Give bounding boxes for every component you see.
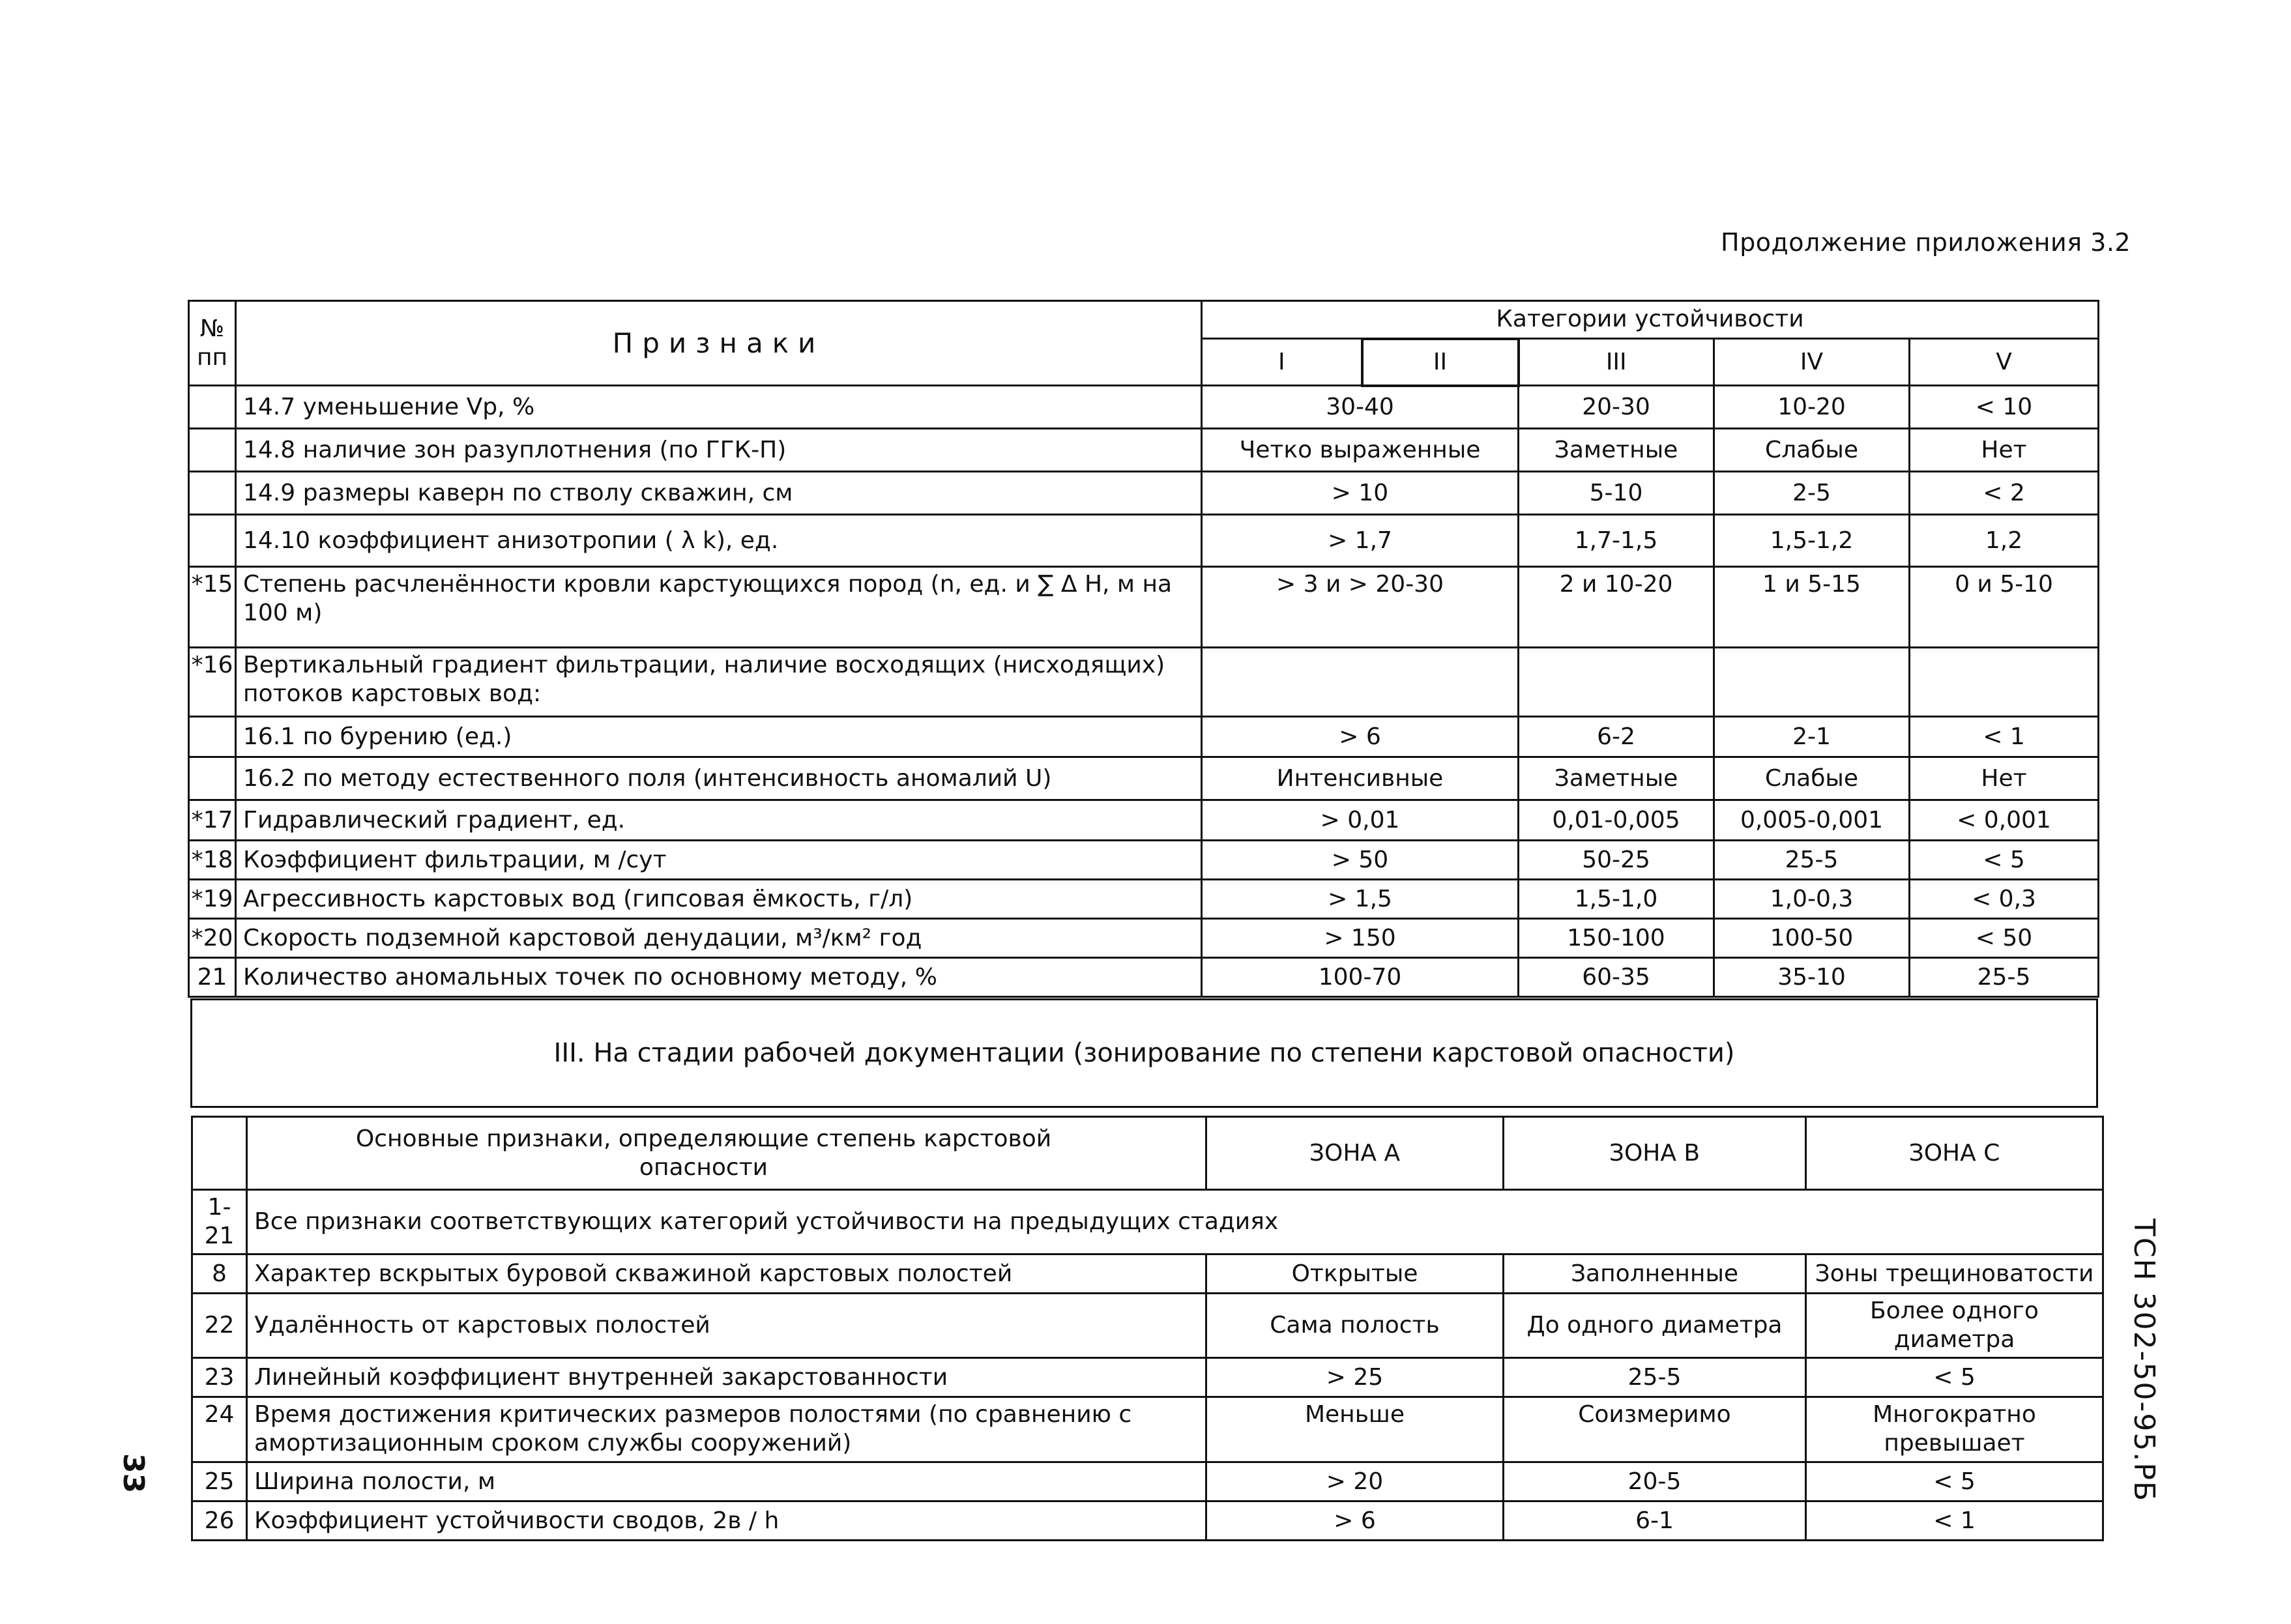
zone-a-value: > 20 [1206,1462,1504,1501]
section-3-title [190,998,2098,1108]
category-5-value: < 2 [1910,472,2099,515]
table-row [189,880,2099,919]
zone-c-value: < 5 [1806,1358,2103,1397]
row-label: Вертикальный градиент фильтрации, наличие восходящих (нисходящих) потоков карстовых вод: [236,648,1202,717]
category-1-2-value: 30-40 [1202,386,1519,429]
row-number: 24 [192,1397,247,1462]
row-label: Агрессивность карстовых вод (гипсовая ёмкость, г/л) [236,880,1202,919]
zone-c-value: < 5 [1806,1462,2103,1501]
row-number [189,472,236,515]
category-1-2-value: > 1,5 [1202,880,1519,919]
category-4-value: 1,0-0,3 [1714,880,1910,919]
row-number [189,429,236,472]
zone-c-value: Многократно превышает [1806,1397,2103,1462]
row-label: Коэффициент фильтрации, м /сут [236,841,1202,880]
category-3-value: 2 и 10-20 [1519,567,1714,648]
category-1-2-value: > 6 [1202,717,1519,757]
category-1-2-value: > 150 [1202,919,1519,958]
row-number: *15 [189,567,236,648]
zone-a-value: Меньше [1206,1397,1504,1462]
row-label: Удалённость от карстовых полостей [247,1294,1206,1358]
category-3-value: 20-30 [1519,386,1714,429]
row-label: Скорость подземной карстовой денудации, м³/км² год [236,919,1202,958]
all-row-number: 1-21 [192,1190,247,1254]
table-row [189,800,2099,841]
category-4-value: Слабые [1714,429,1910,472]
category-5-value: 0 и 5-10 [1910,567,2099,648]
zone-c-header: ЗОНА С [1806,1117,2103,1190]
table-row [189,919,2099,958]
category-2: II [1362,339,1519,386]
row-number: 22 [192,1294,247,1358]
row-label: Гидравлический градиент, ед. [236,800,1202,841]
zone-c-value: Зоны трещиноватости [1806,1254,2103,1294]
table-row [192,1462,2103,1501]
category-4-value: Слабые [1714,757,1910,800]
row-number: 26 [192,1501,247,1541]
header-main-signs: Основные признаки, определяющие степень карстовой опасности [247,1117,1206,1190]
category-3-value: Заметные [1519,757,1714,800]
category-5-value: < 0,3 [1910,880,2099,919]
category-4-value: 25-5 [1714,841,1910,880]
category-1-2-value: Интенсивные [1202,757,1519,800]
category-5-value [1910,648,2099,717]
category-3-value: 150-100 [1519,919,1714,958]
category-4: IV [1714,339,1910,386]
category-5-value: < 50 [1910,919,2099,958]
category-3-value: 6-2 [1519,717,1714,757]
row-number [189,757,236,800]
table-row [189,958,2099,997]
row-label: Время достижения критических размеров полостями (по сравнению с амортизационным сроком службы сооружений) [247,1397,1206,1462]
row-label: 16.1 по бурению (ед.) [236,717,1202,757]
row-label: 14.8 наличие зон разуплотнения (по ГГК-П) [236,429,1202,472]
header-categories: Категории устойчивости [1202,301,2099,339]
header-number-empty [192,1117,247,1190]
row-label: Степень расчленённости кровли карстующихся пород (n, ед. и ∑ Δ H, м на 100 м) [236,567,1202,648]
row-label: 14.10 коэффициент анизотропии ( λ k), ед. [236,515,1202,567]
category-3-value: 5-10 [1519,472,1714,515]
category-5: V [1910,339,2099,386]
zone-b-value: 25-5 [1504,1358,1806,1397]
zone-c-value: Более одного диаметра [1806,1294,2103,1358]
zone-a-value: Сама полость [1206,1294,1504,1358]
row-number [189,386,236,429]
table-row [192,1501,2103,1541]
table-row [189,648,2099,717]
category-1-2-value: 100-70 [1202,958,1519,997]
category-3-value [1519,648,1714,717]
category-1-2-value: > 1,7 [1202,515,1519,567]
category-1-2-value: > 10 [1202,472,1519,515]
category-5-value: Нет [1910,429,2099,472]
row-label: Характер вскрытых буровой скважиной карстовых полостей [247,1254,1206,1294]
category-4-value: 1,5-1,2 [1714,515,1910,567]
table-row [192,1294,2103,1358]
category-4-value [1714,648,1910,717]
zone-b-value: 6-1 [1504,1501,1806,1541]
page-number: 33 [117,1453,150,1494]
category-1-2-value: > 3 и > 20-30 [1202,567,1519,648]
category-4-value: 0,005-0,001 [1714,800,1910,841]
header-signs: Признаки [236,301,1202,386]
category-4-value: 35-10 [1714,958,1910,997]
category-4-value: 2-1 [1714,717,1910,757]
row-number: *17 [189,800,236,841]
zone-b-value: Соизмеримо [1504,1397,1806,1462]
row-label: 14.9 размеры каверн по стволу скважин, см [236,472,1202,515]
category-4-value: 2-5 [1714,472,1910,515]
category-5-value: < 1 [1910,717,2099,757]
page-header: Продолжение приложения 3.2 [1721,228,2131,257]
category-5-value: < 5 [1910,841,2099,880]
all-row-label: Все признаки соответствующих категорий устойчивости на предыдущих стадиях [247,1190,2103,1254]
row-number: 8 [192,1254,247,1294]
table-row [189,472,2099,515]
category-3-value: 1,7-1,5 [1519,515,1714,567]
category-5-value: 25-5 [1910,958,2099,997]
zone-b-header: ЗОНА В [1504,1117,1806,1190]
category-5-value: 1,2 [1910,515,2099,567]
zone-b-value: Заполненные [1504,1254,1806,1294]
zone-b-value: До одного диаметра [1504,1294,1806,1358]
table-row [189,515,2099,567]
row-label: 16.2 по методу естественного поля (интенсивность аномалий U) [236,757,1202,800]
category-4-value: 1 и 5-15 [1714,567,1910,648]
category-1-2-value: > 0,01 [1202,800,1519,841]
table-row [189,757,2099,800]
category-1-2-value: Четко выраженные [1202,429,1519,472]
row-number [189,717,236,757]
row-number: *20 [189,919,236,958]
category-4-value: 10-20 [1714,386,1910,429]
table-row [189,386,2099,429]
row-number [189,515,236,567]
zone-a-value: > 6 [1206,1501,1504,1541]
category-4-value: 100-50 [1714,919,1910,958]
table-row [189,717,2099,757]
category-1-2-value [1202,648,1519,717]
category-3-value: 50-25 [1519,841,1714,880]
row-number: *19 [189,880,236,919]
row-label: Ширина полости, м [247,1462,1206,1501]
row-label: Количество аномальных точек по основному методу, % [236,958,1202,997]
table-row [192,1254,2103,1294]
table-row [192,1397,2103,1462]
category-5-value: Нет [1910,757,2099,800]
table-row [189,567,2099,648]
zone-a-header: ЗОНА А [1206,1117,1504,1190]
table-row [189,429,2099,472]
category-3-value: 0,01-0,005 [1519,800,1714,841]
row-number: 21 [189,958,236,997]
zone-b-value: 20-5 [1504,1462,1806,1501]
row-number: 25 [192,1462,247,1501]
category-3-value: 1,5-1,0 [1519,880,1714,919]
row-number: 23 [192,1358,247,1397]
header-number: № пп [189,301,236,386]
row-label: 14.7 уменьшение Vр, % [236,386,1202,429]
row-label: Коэффициент устойчивости сводов, 2в / h [247,1501,1206,1541]
zone-a-value: Открытые [1206,1254,1504,1294]
zone-a-value: > 25 [1206,1358,1504,1397]
zone-c-value: < 1 [1806,1501,2103,1541]
karst-danger-zones-table [191,1116,2104,1541]
document-code: ТСН 302-50-95.РБ [2127,1219,2161,1503]
category-3-value: Заметные [1519,429,1714,472]
row-number: *18 [189,841,236,880]
category-3-value: 60-35 [1519,958,1714,997]
category-1: I [1202,339,1362,386]
category-1-2-value: > 50 [1202,841,1519,880]
table-row [189,841,2099,880]
category-3: III [1519,339,1714,386]
category-5-value: < 0,001 [1910,800,2099,841]
row-label: Линейный коэффициент внутренней закарстованности [247,1358,1206,1397]
section-3-title-text: III. На стадии рабочей документации (зонирование по степени карстовой опасности) [553,1038,1735,1068]
category-5-value: < 10 [1910,386,2099,429]
stability-categories-table [188,300,2099,998]
table-row [192,1358,2103,1397]
row-number: *16 [189,648,236,717]
